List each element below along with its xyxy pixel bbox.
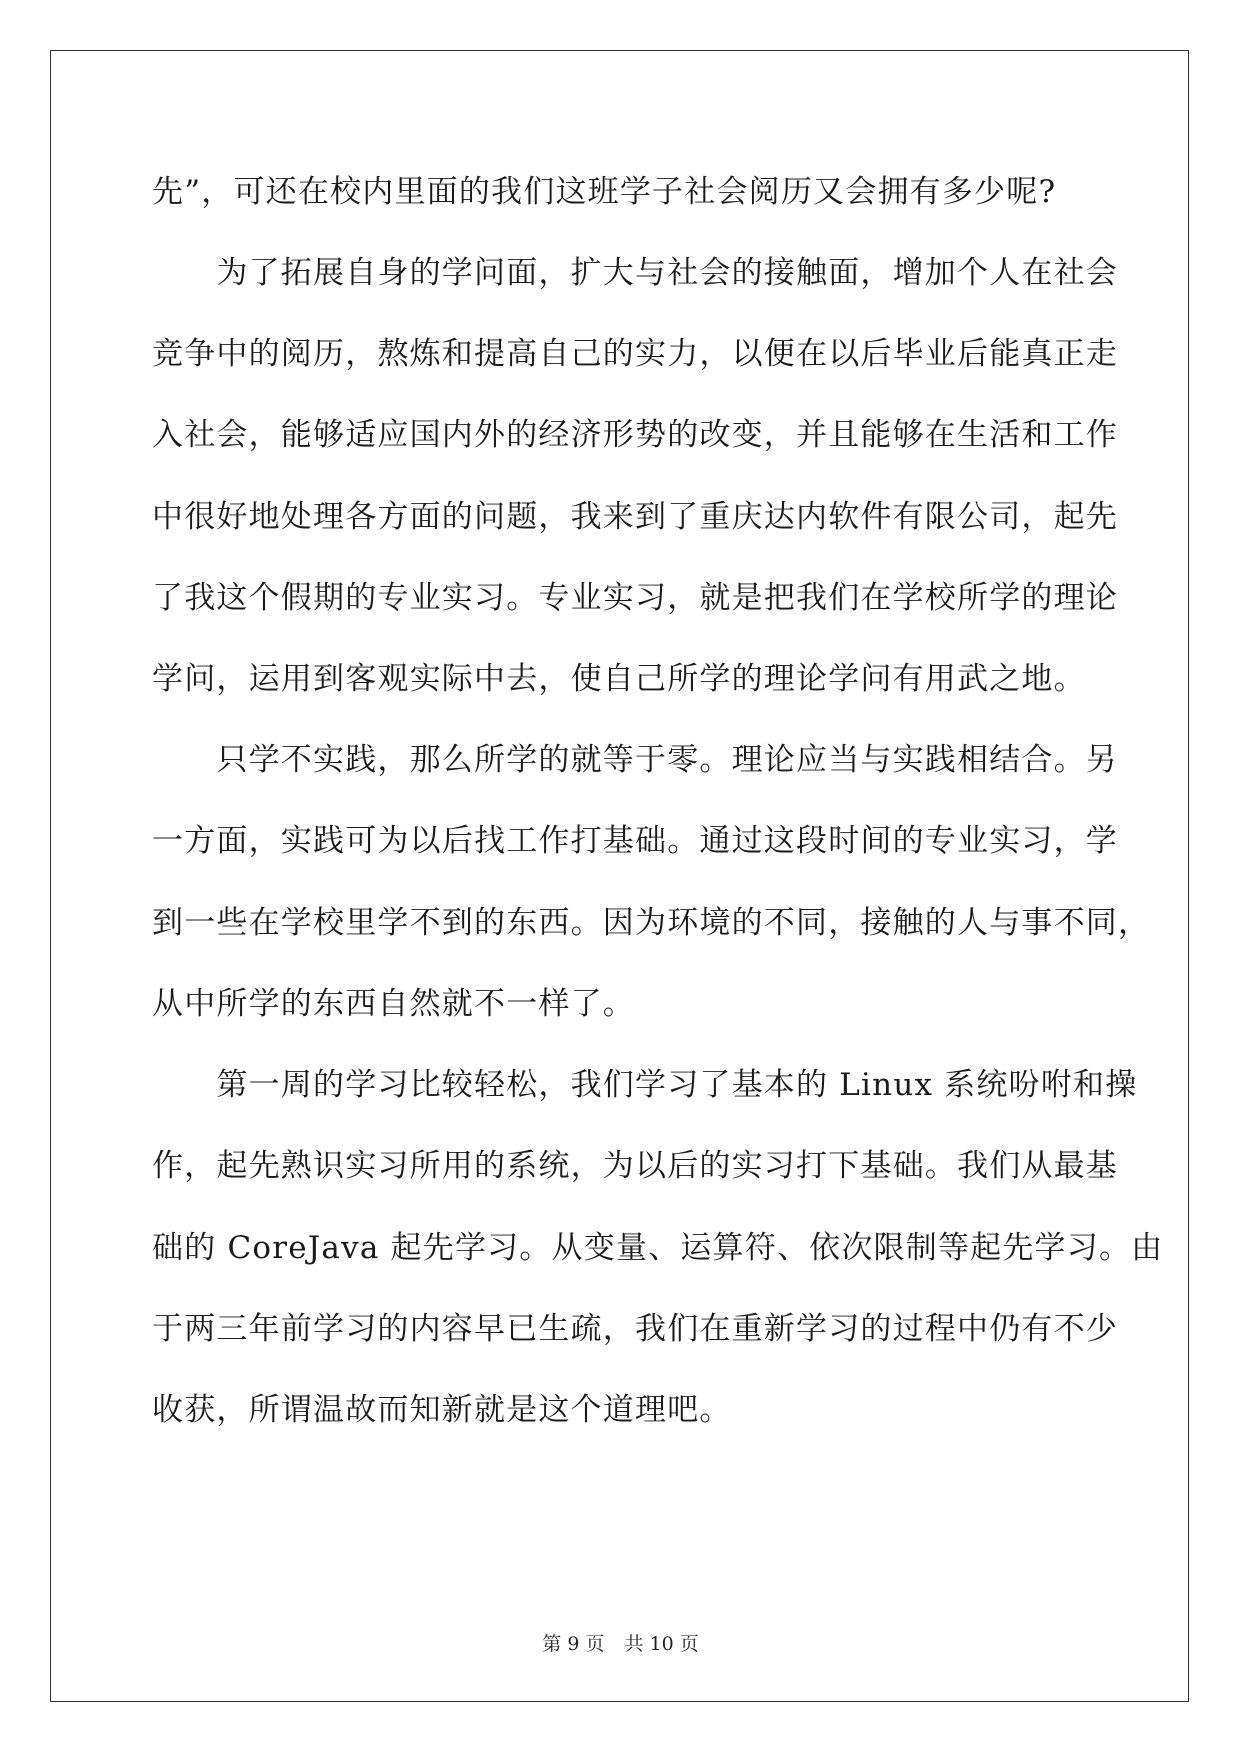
text-line: 了我这个假期的专业实习。专业实习，就是把我们在学校所学的理论	[152, 580, 1118, 616]
text-line: 先”，可还在校内里面的我们这班学子社会阅历又会拥有多少呢?	[152, 174, 1057, 210]
page-footer	[0, 1632, 1241, 1656]
text-line: 从中所学的东西自然就不一样了。	[152, 986, 635, 1022]
text-line: 础的 CoreJava 起先学习。从变量、运算符、依次限制等起先学习。由	[152, 1230, 1164, 1266]
text-line: 中很好地处理各方面的问题，我来到了重庆达内软件有限公司，起先	[152, 499, 1118, 535]
text-line: 第一周的学习比较轻松，我们学习了基本的 Linux 系统吩咐和操	[152, 1067, 1138, 1103]
text-line: 只学不实践，那么所学的就等于零。理论应当与实践相结合。另	[152, 742, 1118, 778]
text-line: 一方面，实践可为以后找工作打基础。通过这段时间的专业实习，学	[152, 823, 1118, 859]
page-number-total: 共 10 页	[624, 1633, 699, 1655]
text-line: 于两三年前学习的内容早已生疏，我们在重新学习的过程中仍有不少	[152, 1311, 1118, 1347]
text-line: 作，起先熟识实习所用的系统，为以后的实习打下基础。我们从最基	[152, 1148, 1118, 1184]
text-line: 到一些在学校里学不到的东西。因为环境的不同，接触的人与事不同，	[152, 905, 1151, 941]
text-line: 收获，所谓温故而知新就是这个道理吧。	[152, 1392, 732, 1428]
page-number-current: 第 9 页	[542, 1633, 605, 1655]
text-line: 学问，运用到客观实际中去，使自己所学的理论学问有用武之地。	[152, 661, 1086, 697]
text-line: 为了拓展自身的学问面，扩大与社会的接触面，增加个人在社会	[152, 255, 1118, 291]
text-line: 竞争中的阅历，熬炼和提高自己的实力，以便在以后毕业后能真正走	[152, 336, 1118, 372]
text-line: 入社会，能够适应国内外的经济形势的改变，并且能够在生活和工作	[152, 417, 1118, 453]
page-border	[50, 50, 1189, 1702]
